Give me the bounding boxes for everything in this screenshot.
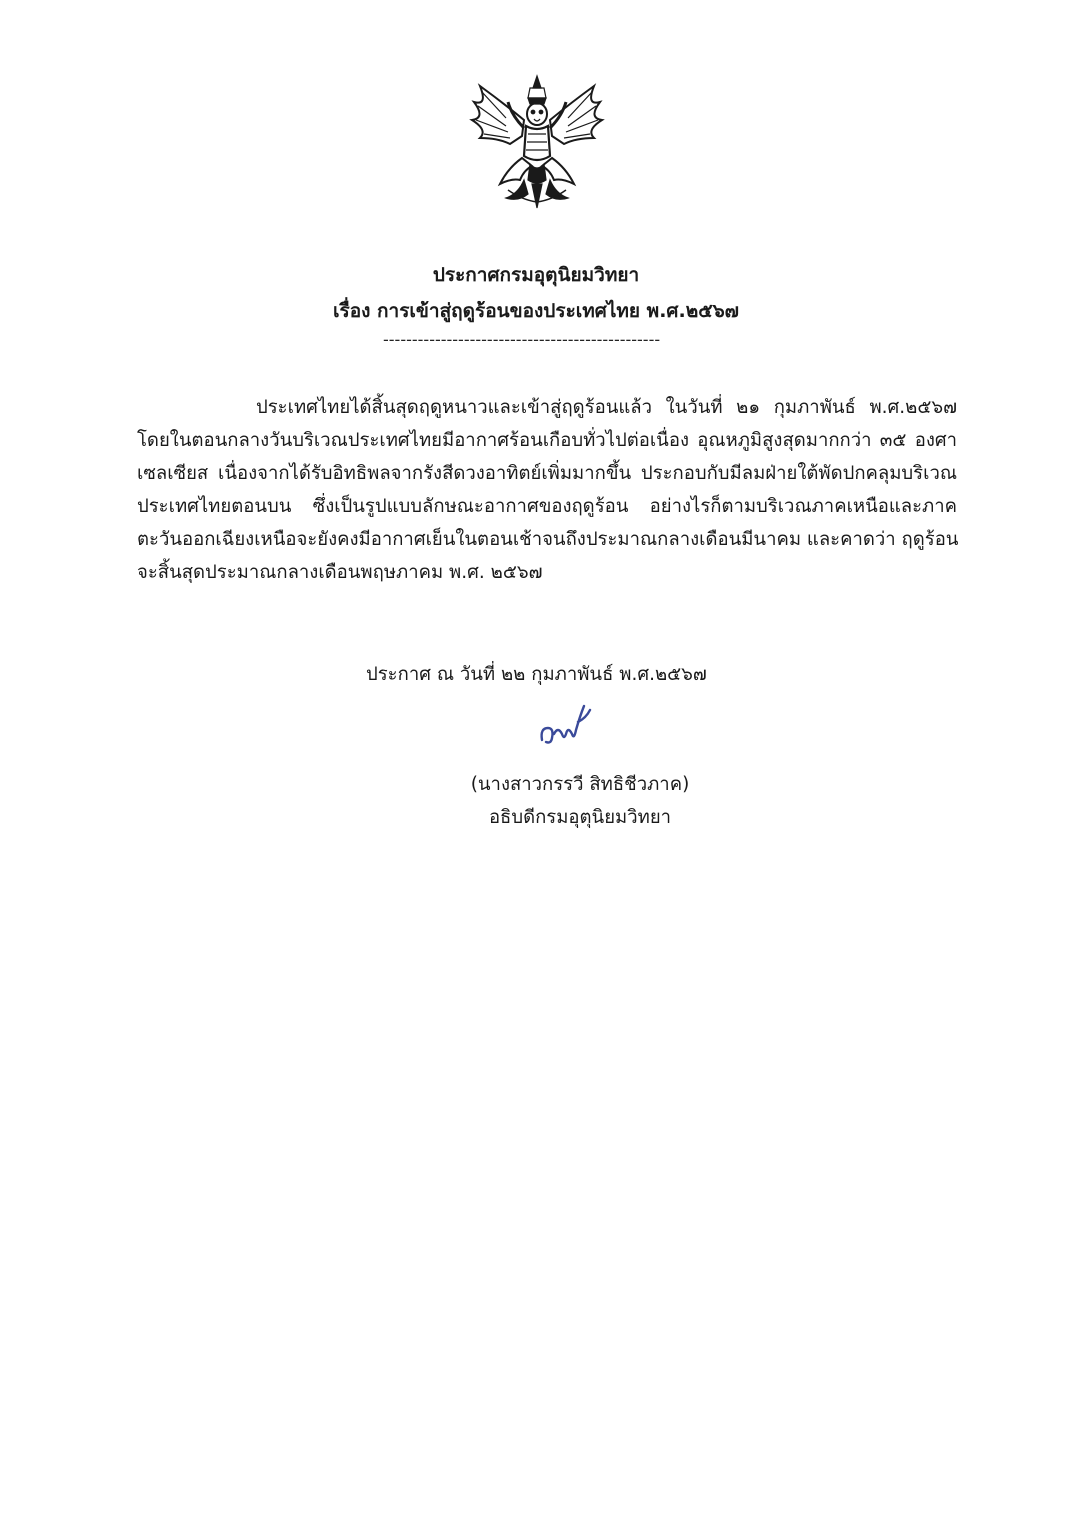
body-line-4: ประเทศไทยตอนบน ซึ่งเป็นรูปแบบลักษณะอากาศของฤดูร้อน อย่างไรก็ตามบริเวณภาคเหนือและภาค [137, 496, 957, 517]
body-line-1: ประเทศไทยได้สิ้นสุดฤดูหนาวและเข้าสู่ฤดูร้อนแล้ว ในวันที่ ๒๑ กุมภาพันธ์ พ.ศ.๒๕๖๗ [256, 397, 957, 418]
announcement-subject: เรื่อง การเข้าสู่ฤดูร้อนของประเทศไทย พ.ศ.๒๕๖๗ [333, 300, 739, 322]
signer-name: (นางสาวกรรวี สิทธิชีวภาค) [470, 774, 690, 795]
body-line-3: เซลเซียส เนื่องจากได้รับอิทธิพลจากรังสีดวงอาทิตย์เพิ่มมากขึ้น ประกอบกับมีลมฝ่ายใต้พัดปกคลุมบริเวณ [137, 463, 957, 484]
announcement-date: ประกาศ ณ วันที่ ๒๒ กุมภาพันธ์ พ.ศ.๒๕๖๗ [366, 664, 707, 685]
announcement-title: ประกาศกรมอุตุนิยมวิทยา [432, 264, 640, 286]
signer-position: อธิบดีกรมอุตุนิยมวิทยา [488, 807, 672, 828]
body-line-6: จะสิ้นสุดประมาณกลางเดือนพฤษภาคม พ.ศ. ๒๕๖๗ [137, 562, 543, 583]
title-divider: ------------------------------------------------ [383, 330, 661, 349]
signature-icon [534, 700, 594, 752]
body-line-5: ตะวันออกเฉียงเหนือจะยังคงมีอากาศเย็นในตอนเช้าจนถึงประมาณกลางเดือนมีนาคม และคาดว่า ฤดูร้อน [137, 529, 959, 550]
body-line-2: โดยในตอนกลางวันบริเวณประเทศไทยมีอากาศร้อนเกือบทั่วไปต่อเนื่อง อุณหภูมิสูงสุดมากกว่า ๓๕ องศา [137, 430, 957, 451]
garuda-emblem-icon [462, 72, 612, 222]
